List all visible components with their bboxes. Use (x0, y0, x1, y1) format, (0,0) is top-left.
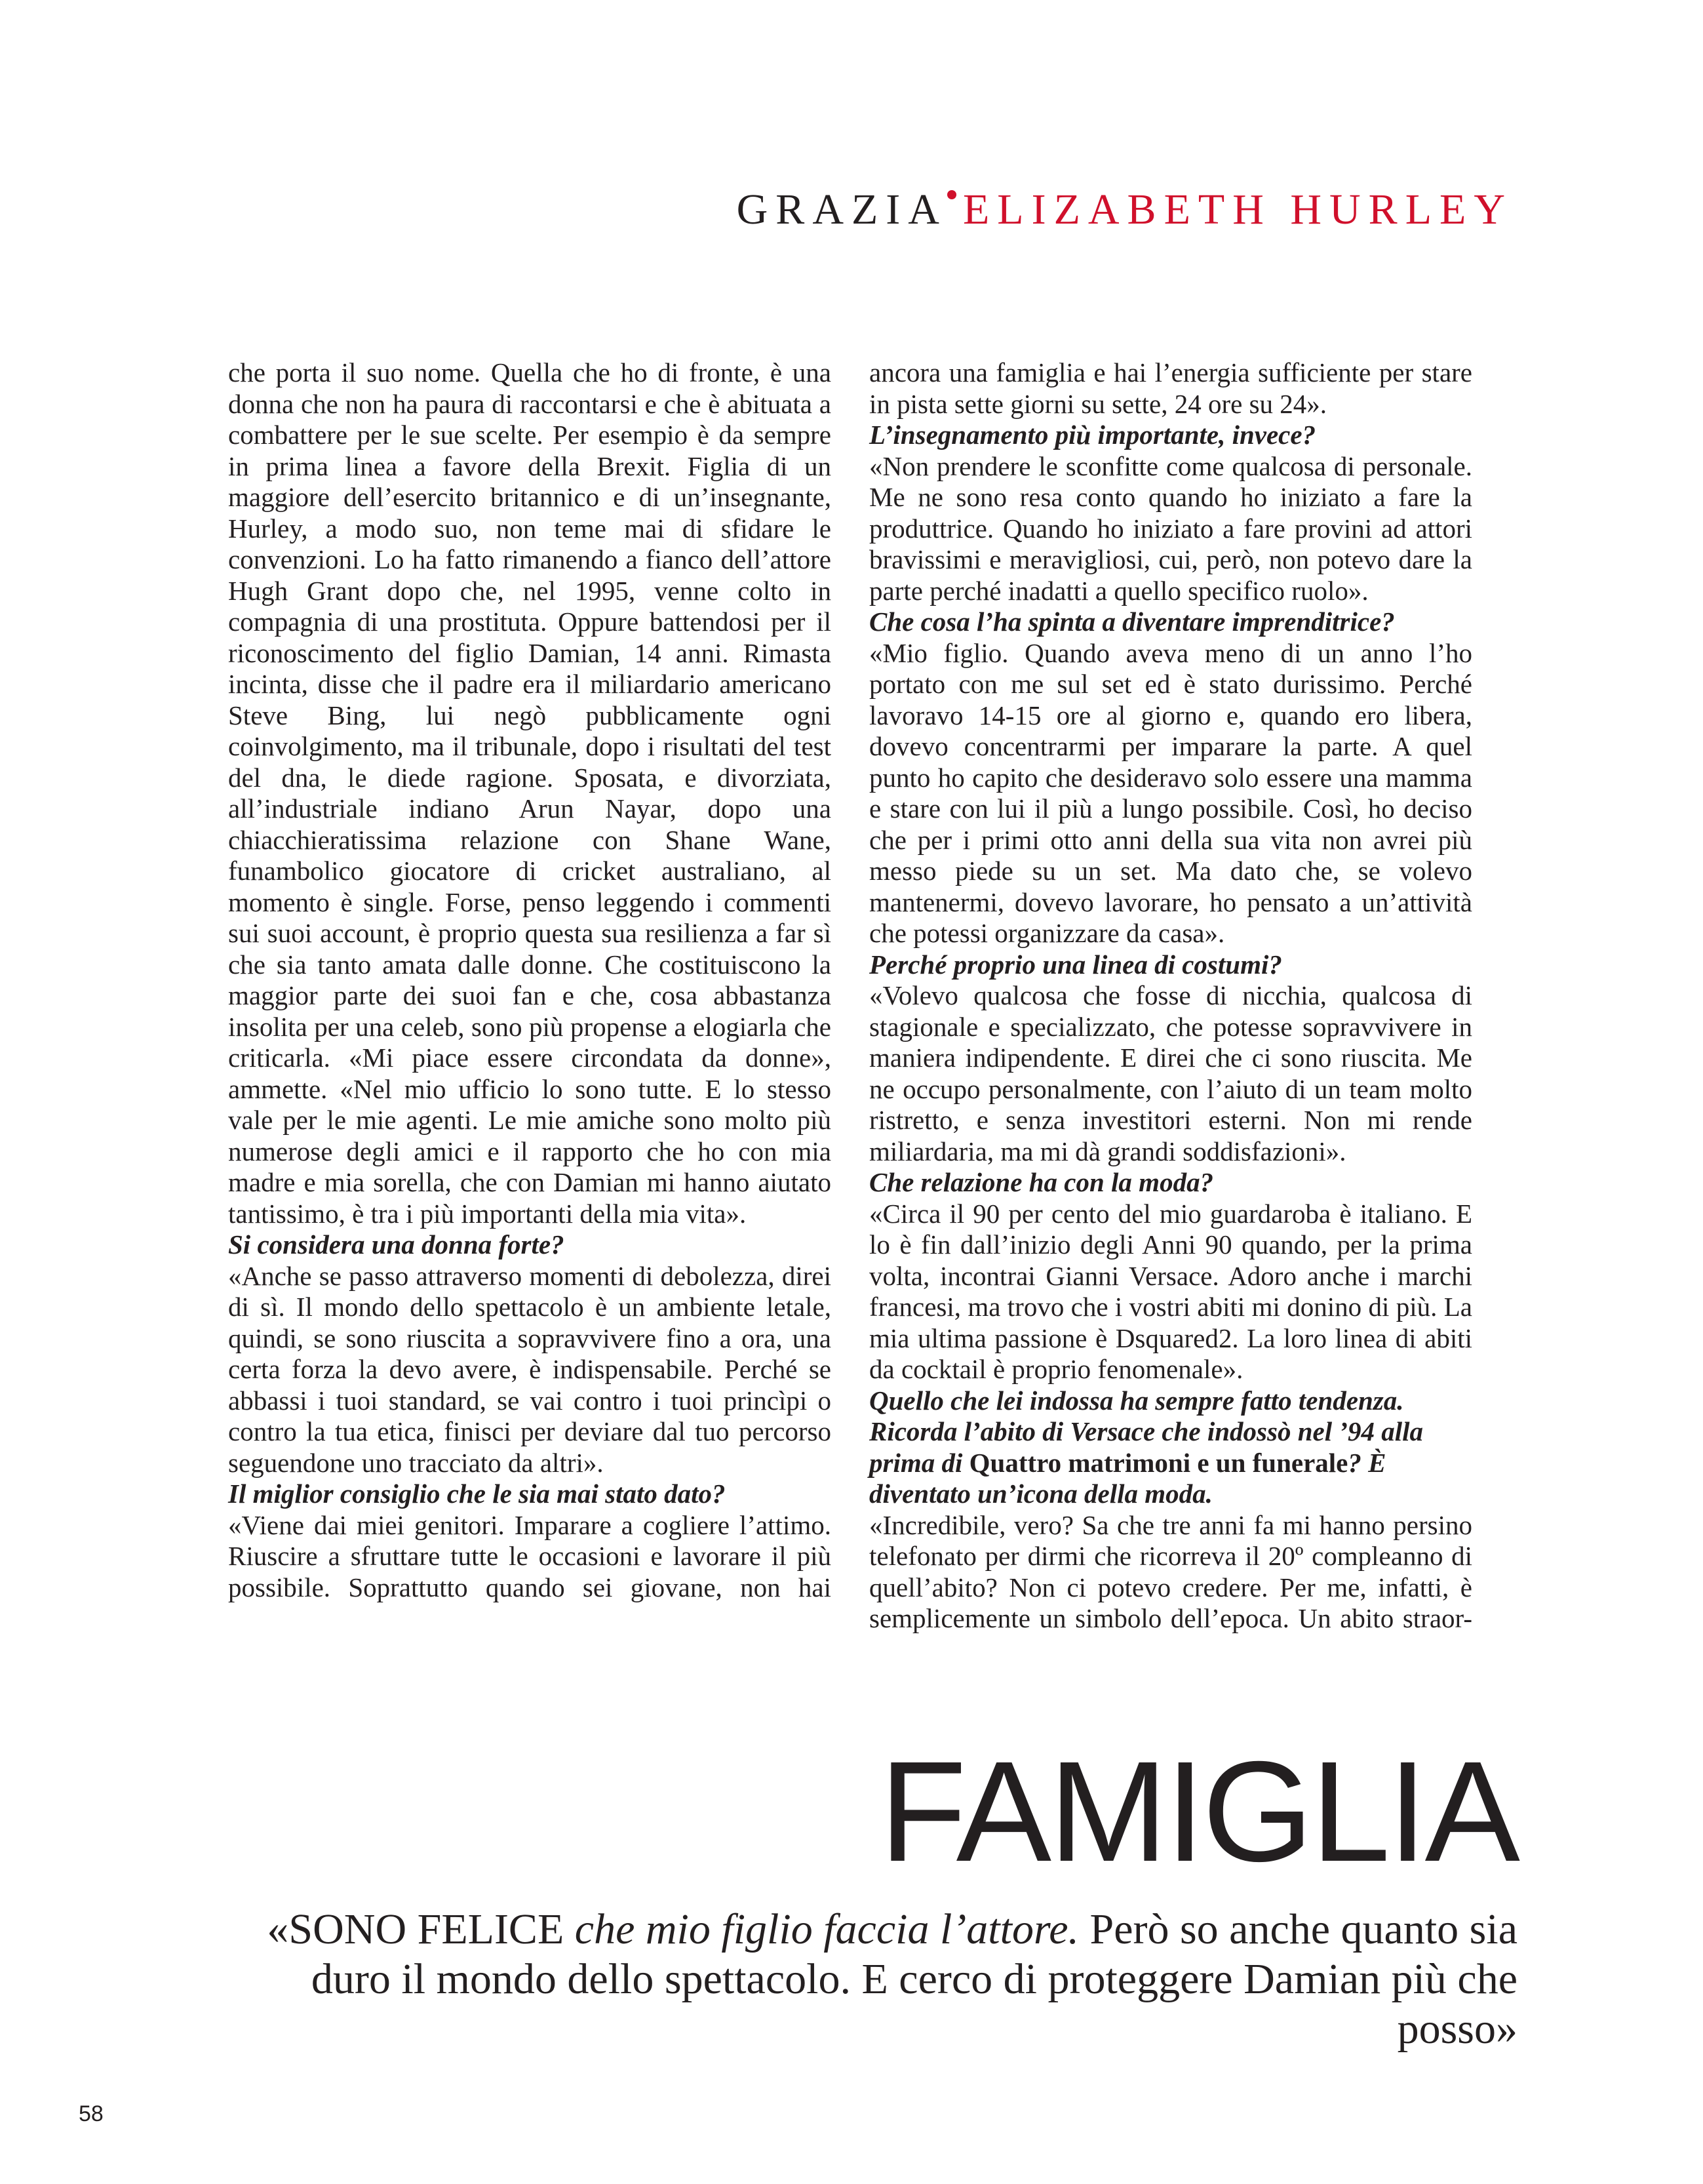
magazine-name: GRAZIA (736, 186, 947, 233)
question-part: ? È diventato un’icona della moda. (869, 1447, 1386, 1509)
interview-question: Si considera una donna forte? (228, 1229, 564, 1260)
body-paragraph: «Non prendere le sconfitte come qualcosa di personale. Me ne sono resa conto quando ho iniziato a fare la produttrice. Quando ho iniziato a fare provini ad attori bravissimi e meravigliosi, cui, però, non potevo dare la parte perché inadatti a quello specifico ruolo». (869, 450, 1472, 606)
article-subject: ELIZABETH HURLEY (962, 186, 1513, 233)
body-paragraph: che porta il suo nome. Quella che ho di fronte, è una donna che non ha paura di raccontarsi e che è abituata a combattere per le sue scelte. Per esempio è da sempre in prima linea a favore della Brexit. Figlia di un maggiore dell’esercito britannico e di un’insegnante, Hurley, a modo suo, non teme mai di sfidare le convenzioni. Lo ha fatto rimanendo a fianco dell’attore Hugh Grant dopo che, nel 1995, venne colto in compagnia di una prostituta. Oppure battendosi per il riconoscimento del figlio Damian, 14 anni. Rimasta incinta, disse che il padre era il miliardario americano Steve Bing, lui negò pubblicamente ogni coinvolgimento, ma il tribunale, dopo i risultati del test del dna, le diede ragione. Sposata, e divorziata, all’industriale indiano Arun Nayar, dopo una chiacchieratissima relazione con Shane Wane, funambolico giocatore di cricket australiano, al momento è single. Forse, penso leggendo i commenti sui suoi account, è proprio questa sua resilienza a far sì che sia tanto amata dalle donne. Che costituiscono la maggior parte dei suoi fan e che, cosa abbastanza insolita per una celeb, sono più propense a elogiarla che criticarla. «Mi piace essere circondata da donne», ammette. «Nel mio ufficio lo sono tutte. E lo stesso vale per le mie agenti. Le mie amiche sono molto più numerose degli amici e il rapporto che ho con mia madre e mia sorella, che con Damian mi hanno aiutato tantissimo, è tra i più importanti della mia vita». (228, 357, 831, 1229)
body-paragraph: «Mio figlio. Quando aveva meno di un anno l’ho portato con me sul set ed è stato durissimo. Perché lavoravo 14-15 ore al giorno e, quando ero libera, dovevo concentrarmi per imparare la parte. A quel punto ho capito che desideravo solo essere una mamma e stare con lui il più a lungo possibile. Così, ho deciso che per i primi otto anni della sua vita non avrei più messo piede su un set. Ma dato che, se volevo mantenermi, dovevo lavorare, ho pensato a un’attività che potessi organizzare da casa». (869, 637, 1472, 948)
interview-question (869, 1385, 1472, 1510)
body-paragraph: «Circa il 90 per cento del mio guardaroba è italiano. E lo è fin dall’inizio degli Anni 90 quando, per la prima volta, incontrai Gianni Versace. Adoro anche i marchi francesi, ma trovo che i vostri abiti mi donino di più. La mia ultima passione è Dsquared2. La loro linea di abiti da cocktail è proprio fenomenale». (869, 1198, 1472, 1384)
right-text-column (869, 357, 1472, 1635)
body-paragraph: «Anche se passo attraverso momenti di debolezza, direi di sì. Il mondo dello spettacolo è un ambiente letale, quindi, se sono riuscita a sopravvivere fino a ora, una certa forza la devo avere, è indispensabile. Perché se abbassi i tuoi standard, se vai contro i tuoi princìpi o contro la tua etica, finisci per deviare dal tuo percorso seguendone uno tracciato da altri». (228, 1260, 831, 1478)
body-paragraph: «Viene dai miei genitori. Imparare a cogliere l’attimo. Riuscire a sfruttare tutte le occasioni e lavorare il più possibile. Soprattutto quando sei giovane, non hai (228, 1509, 831, 1602)
body-paragraph: «Incredibile, vero? Sa che tre anni fa mi hanno persino telefonato per dirmi che ricorreva il 20º compleanno di quell’abito? Non ci potevo credere. Per me, infatti, è semplicemente un simbolo dell’epoca. Un abito straor- (869, 1509, 1472, 1633)
interview-question: Che relazione ha con la moda? (869, 1167, 1214, 1197)
pull-quote-rest: Però so anche quanto sia duro il mondo dello spettacolo. E cerco di proteggere Damian più che posso» (311, 1905, 1517, 2053)
pull-quote-lead: «SONO FELICE (267, 1905, 575, 1953)
interview-question: Perché proprio una linea di costumi? (869, 949, 1282, 980)
body-paragraph: «Volevo qualcosa che fosse di nicchia, qualcosa di stagionale e specializzato, che potesse sopravvivere in maniera indipendente. E direi che ci sono riuscita. Me ne occupo personalmente, con l’aiuto di un team molto ristretto, e senza investitori esterni. Non mi rende miliardaria, ma mi dà grandi soddisfazioni». (869, 980, 1472, 1166)
interview-question: Che cosa l’ha spinta a diventare imprenditrice? (869, 606, 1395, 637)
interview-question: Il miglior consiglio che le sia mai stato dato? (228, 1479, 726, 1509)
page-number: 58 (79, 2101, 104, 2126)
left-text-column (228, 357, 831, 1603)
film-title: Quattro matrimoni e un funerale (969, 1447, 1348, 1478)
pull-quote-emphasis: che mio figlio faccia l’attore. (574, 1905, 1079, 1953)
pull-quote (206, 1905, 1517, 2054)
question-part: Quello che lei indossa ha sempre fatto tendenza. Ricorda l’abito di Versace che indossò nel ’94 alla prima di (869, 1385, 1424, 1478)
running-header (737, 185, 1513, 235)
interview-question: L’insegnamento più importante, invece? (869, 420, 1316, 450)
section-title: FAMIGLIA (879, 1732, 1517, 1892)
body-paragraph: ancora una famiglia e hai l’energia sufficiente per stare in pista sette giorni su sette, 24 ore su 24». (869, 357, 1472, 419)
red-dot-icon (947, 190, 956, 199)
